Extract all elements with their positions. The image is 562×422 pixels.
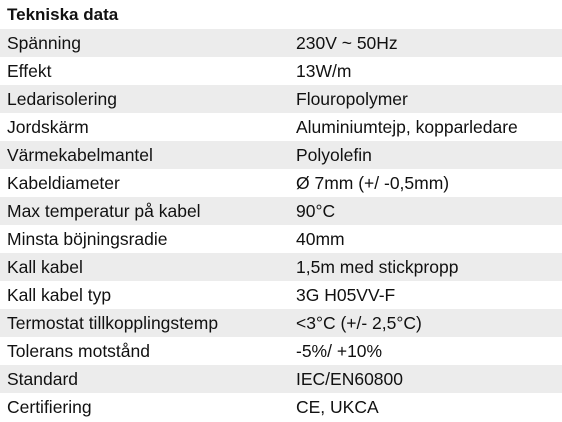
spec-label: Max temperatur på kabel [7, 201, 201, 221]
spec-table-body [0, 29, 562, 421]
spec-label: Kall kabel typ [7, 285, 112, 305]
spec-label: Värmekabelmantel [7, 145, 153, 165]
spec-label: Kall kabel [7, 257, 83, 277]
spec-value: Flouropolymer [296, 89, 408, 109]
spec-value: Aluminiumtejp, kopparledare [296, 117, 518, 137]
spec-value: Ø 7mm (+/ -0,5mm) [296, 173, 450, 193]
section-title: Tekniska data [7, 5, 119, 24]
spec-value: 13W/m [296, 61, 352, 81]
spec-row [0, 309, 562, 337]
spec-row [0, 169, 562, 197]
spec-label: Spänning [7, 33, 81, 53]
spec-value: -5%/ +10% [296, 341, 383, 361]
spec-row [0, 365, 562, 393]
spec-row [0, 337, 562, 365]
spec-value: 1,5m med stickpropp [296, 257, 459, 277]
spec-value: <3°C (+/- 2,5°C) [296, 313, 422, 333]
spec-value: 3G H05VV-F [296, 285, 396, 305]
spec-row [0, 113, 562, 141]
spec-label: Certifiering [7, 397, 92, 417]
spec-value: 90°C [296, 201, 336, 221]
spec-row [0, 141, 562, 169]
spec-row [0, 393, 562, 421]
spec-value: IEC/EN60800 [296, 369, 404, 389]
spec-row [0, 225, 562, 253]
spec-value: CE, UKCA [296, 397, 379, 417]
spec-row [0, 85, 562, 113]
spec-label: Minsta böjningsradie [7, 229, 168, 249]
spec-table [0, 29, 562, 421]
spec-label: Termostat tillkopplingstemp [7, 313, 219, 333]
spec-label: Effekt [7, 61, 52, 81]
spec-label: Jordskärm [7, 117, 89, 137]
spec-row [0, 253, 562, 281]
spec-value: 40mm [296, 229, 345, 249]
spec-row [0, 281, 562, 309]
spec-label: Ledarisolering [7, 89, 117, 109]
spec-label: Standard [7, 369, 79, 389]
spec-row [0, 57, 562, 85]
spec-value: 230V ~ 50Hz [296, 33, 398, 53]
spec-row [0, 29, 562, 57]
spec-row [0, 197, 562, 225]
spec-label: Tolerans motstånd [7, 341, 150, 361]
spec-label: Kabeldiameter [7, 173, 120, 193]
spec-value: Polyolefin [296, 145, 372, 165]
